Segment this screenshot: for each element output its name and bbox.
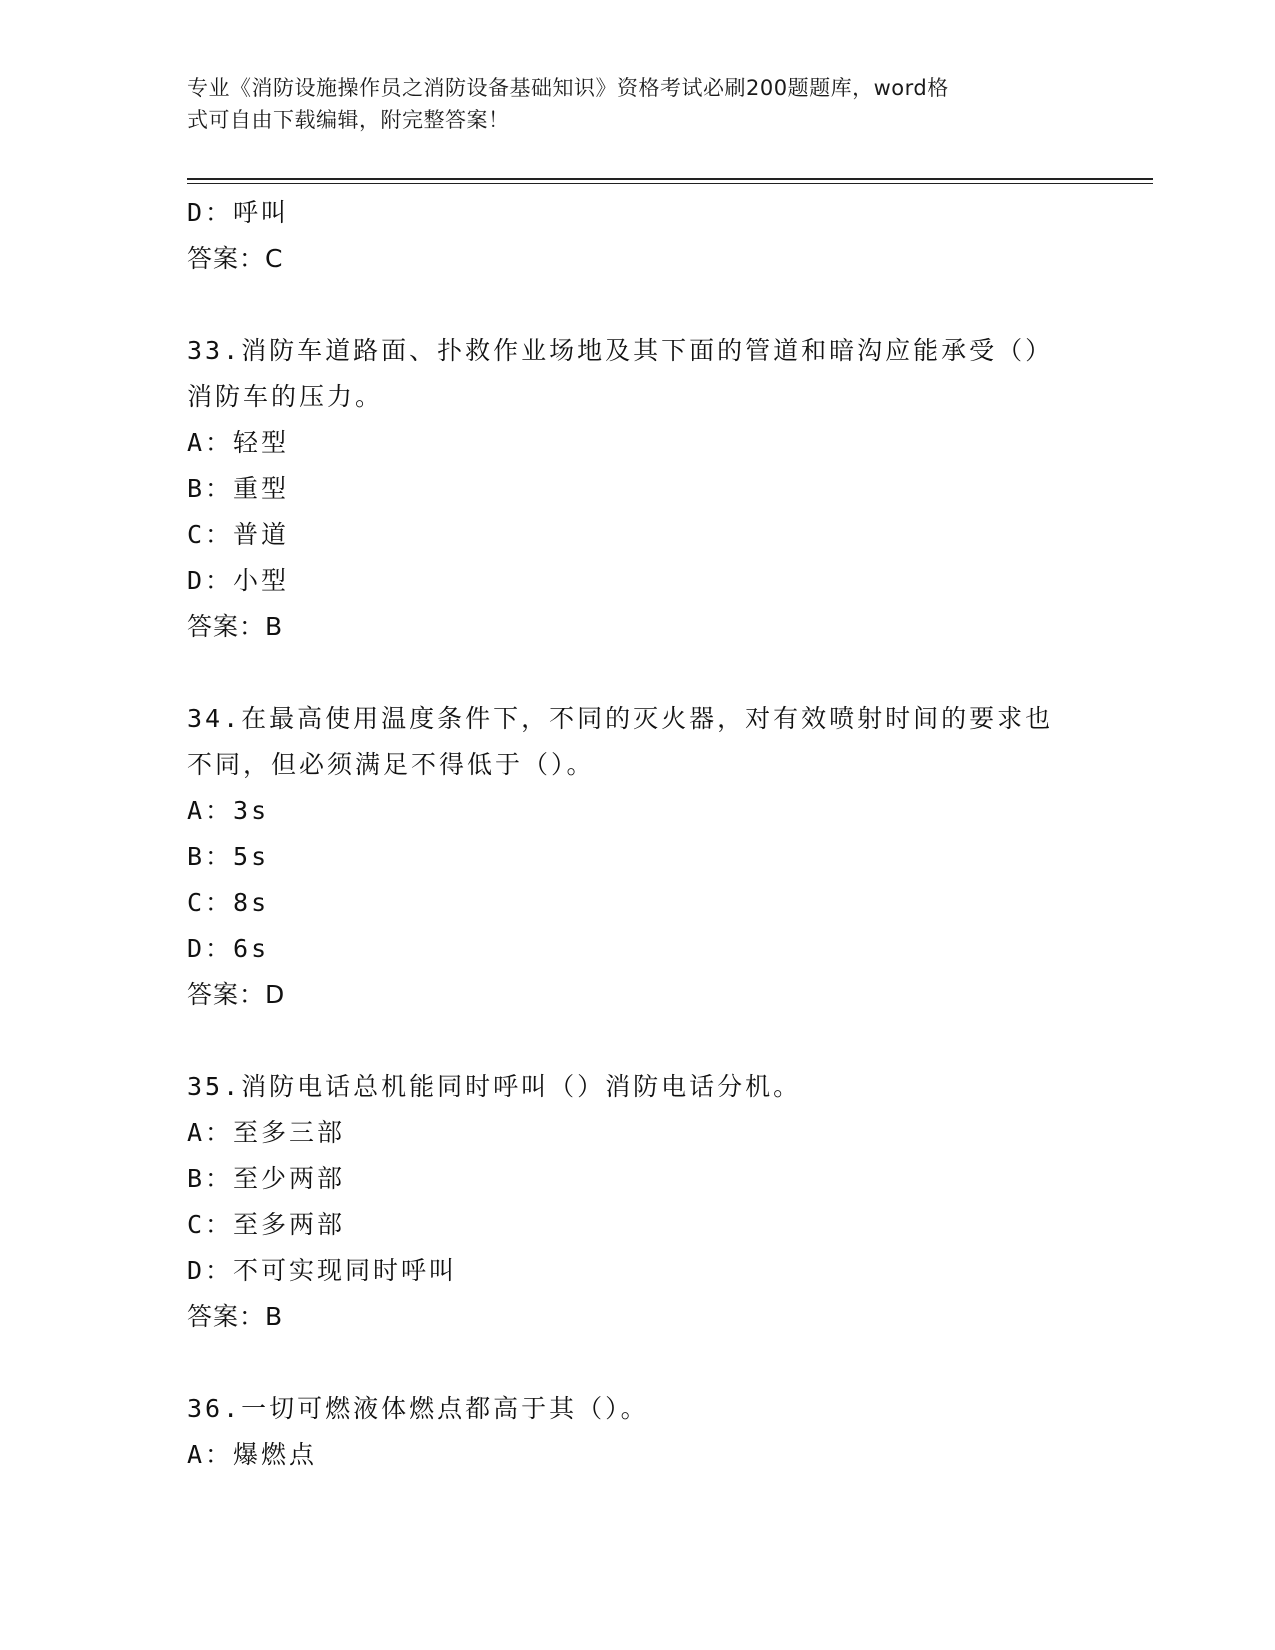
question-35	[187, 1064, 1087, 1340]
question-34	[187, 696, 1087, 1018]
option-b: B：至少两部	[187, 1164, 346, 1193]
answer-line: 答案：B	[187, 1302, 284, 1331]
answer-line: 答案：C	[187, 244, 284, 273]
option-d: D：小型	[187, 566, 290, 595]
option-a: A：3s	[187, 796, 270, 825]
question-text-line: 35.消防电话总机能同时呼叫（）消防电话分机。	[187, 1072, 802, 1101]
question-text-line: 消防车的压力。	[187, 382, 384, 411]
header-rule-top	[187, 178, 1153, 180]
header-rule-bottom	[187, 183, 1153, 184]
previous-question-tail	[187, 190, 1087, 282]
answer-line: 答案：D	[187, 980, 286, 1009]
option-a: A：爆燃点	[187, 1440, 318, 1469]
option-c: C：至多两部	[187, 1210, 346, 1239]
question-text-line: 33.消防车道路面、扑救作业场地及其下面的管道和暗沟应能承受（）	[187, 336, 1054, 365]
document-header	[187, 72, 1067, 136]
option-b: B：重型	[187, 474, 290, 503]
option-c: C：8s	[187, 888, 270, 917]
option-a: A：至多三部	[187, 1118, 346, 1147]
option-d: D：不可实现同时呼叫	[187, 1256, 458, 1285]
question-36	[187, 1386, 1087, 1478]
option-d: D：呼叫	[187, 198, 290, 227]
question-text-line: 34.在最高使用温度条件下，不同的灭火器，对有效喷射时间的要求也	[187, 704, 1054, 733]
option-b: B：5s	[187, 842, 270, 871]
option-c: C：普道	[187, 520, 290, 549]
question-list	[187, 190, 1087, 1478]
header-line-2: 式可自由下载编辑，附完整答案！	[187, 108, 510, 132]
option-a: A：轻型	[187, 428, 290, 457]
answer-line: 答案：B	[187, 612, 284, 641]
question-text-line: 36.一切可燃液体燃点都高于其（）。	[187, 1394, 649, 1423]
option-d: D：6s	[187, 934, 270, 963]
header-line-1: 专业《消防设施操作员之消防设备基础知识》资格考试必刷200题题库，word格	[187, 76, 949, 100]
question-33	[187, 328, 1087, 650]
question-text-line: 不同，但必须满足不得低于（）。	[187, 750, 595, 779]
